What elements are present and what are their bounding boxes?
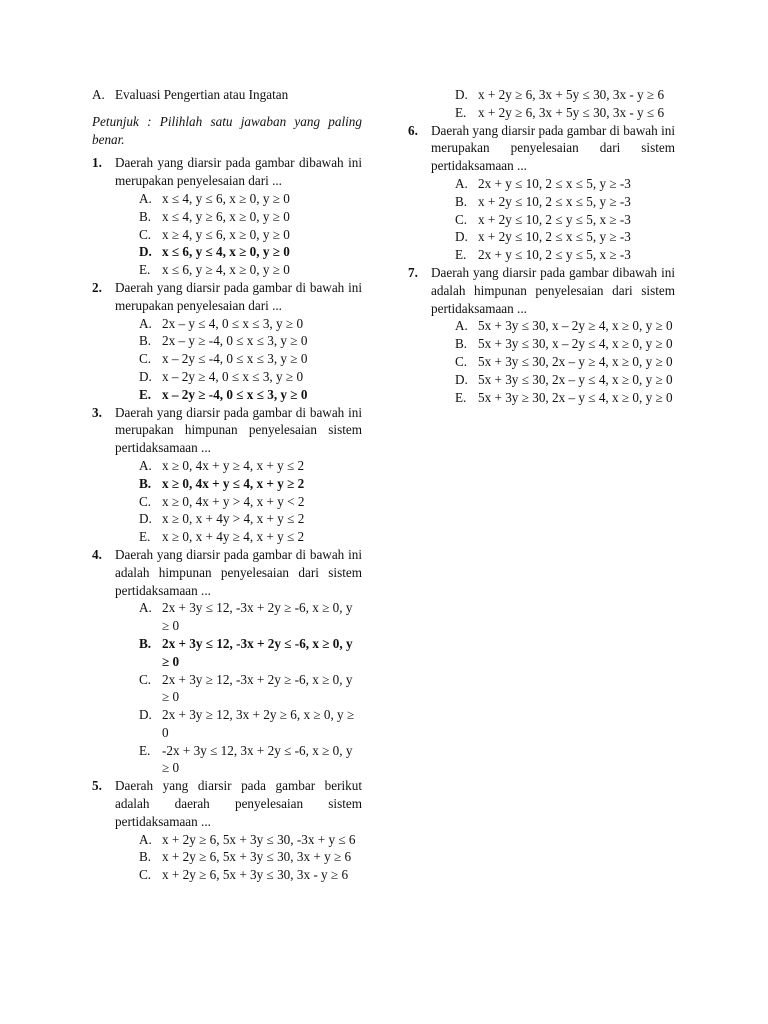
answer-option xyxy=(455,371,675,389)
answer-option xyxy=(139,528,362,546)
option-list xyxy=(139,457,362,546)
option-list xyxy=(455,317,675,406)
question-item xyxy=(92,777,362,884)
option-list xyxy=(139,190,362,279)
section-title: Evaluasi Pengertian atau Ingatan xyxy=(115,87,289,102)
option-text: 2x + 3y ≤ 12, -3x + 2y ≥ -6, x ≥ 0, y ≥ 0 xyxy=(162,600,353,634)
option-text: x + 2y ≤ 10, 2 ≤ x ≤ 5, y ≥ -3 xyxy=(478,229,631,245)
answer-option xyxy=(455,193,675,211)
option-text: 5x + 3y ≤ 30, 2x – y ≥ 4, x ≥ 0, y ≥ 0 xyxy=(478,353,673,369)
instruction-text: Petunjuk : Pilihlah satu jawaban yang paling benar. xyxy=(92,113,362,147)
answer-option xyxy=(139,848,362,866)
answer-option xyxy=(139,599,362,635)
answer-option xyxy=(139,243,362,261)
option-letter: D. xyxy=(139,707,152,723)
question-number: 3. xyxy=(92,404,102,420)
option-list xyxy=(139,315,362,404)
option-letter: B. xyxy=(139,333,152,349)
answer-option xyxy=(139,510,362,528)
answer-option xyxy=(139,831,362,849)
option-letter: E. xyxy=(455,247,467,263)
option-letter: C. xyxy=(139,226,152,242)
question-5-options-continued xyxy=(455,86,675,122)
option-letter: B. xyxy=(139,208,152,224)
option-text: 2x – y ≤ 4, 0 ≤ x ≤ 3, y ≥ 0 xyxy=(162,315,304,331)
answer-option xyxy=(455,246,675,264)
left-column xyxy=(92,86,362,884)
question-text: Daerah yang diarsir pada gambar dibawah ini merupakan penyelesaian dari ... xyxy=(115,155,362,189)
question-text: Daerah yang diarsir pada gambar di bawah ini adalah himpunan penyelesaian dari sistem pertidaksamaan ... xyxy=(115,546,362,598)
option-list xyxy=(455,175,675,264)
option-letter: A. xyxy=(139,457,152,473)
question-item xyxy=(408,122,675,264)
option-text: x + 2y ≥ 6, 5x + 3y ≤ 30, 3x + y ≥ 6 xyxy=(162,849,352,865)
question-text: Daerah yang diarsir pada gambar di bawah ini merupakan himpunan penyelesaian sistem pertidaksamaan ... xyxy=(115,404,362,456)
answer-option xyxy=(455,335,675,353)
option-letter: A. xyxy=(455,318,468,334)
option-letter: B. xyxy=(139,635,152,651)
option-letter: A. xyxy=(455,175,468,191)
option-letter: D. xyxy=(455,87,468,102)
option-text: x + 2y ≥ 6, 3x + 5y ≤ 30, 3x - y ≥ 6 xyxy=(478,87,665,102)
option-letter: E. xyxy=(139,529,151,545)
question-item xyxy=(408,264,675,406)
answer-option xyxy=(139,261,362,279)
option-text: x ≤ 4, y ≥ 6, x ≥ 0, y ≥ 0 xyxy=(162,208,290,224)
option-letter: E. xyxy=(455,104,467,120)
answer-option xyxy=(139,866,362,884)
option-text: -2x + 3y ≤ 12, 3x + 2y ≤ -6, x ≥ 0, y ≥ 0 xyxy=(162,742,353,776)
option-letter: A. xyxy=(139,600,152,616)
question-list-left xyxy=(92,154,362,884)
option-letter: C. xyxy=(139,493,152,509)
option-letter: C. xyxy=(455,211,468,227)
answer-option xyxy=(455,228,675,246)
answer-option xyxy=(139,457,362,475)
answer-option xyxy=(139,635,362,671)
option-letter: D. xyxy=(139,368,152,384)
question-item xyxy=(92,279,362,404)
answer-option xyxy=(455,175,675,193)
option-text: x ≥ 4, y ≤ 6, x ≥ 0, y ≥ 0 xyxy=(162,226,290,242)
option-text: 5x + 3y ≤ 30, 2x – y ≤ 4, x ≥ 0, y ≥ 0 xyxy=(478,371,673,387)
option-text: x + 2y ≥ 6, 5x + 3y ≤ 30, 3x - y ≥ 6 xyxy=(162,867,349,883)
section-letter: A. xyxy=(92,87,105,102)
question-number: 7. xyxy=(408,264,418,280)
option-letter: D. xyxy=(455,229,468,245)
option-letter: D. xyxy=(455,371,468,387)
answer-option xyxy=(455,104,675,122)
question-number: 1. xyxy=(92,155,102,171)
question-list-right xyxy=(408,122,675,407)
option-letter: C. xyxy=(455,353,468,369)
option-text: 2x + 3y ≤ 12, -3x + 2y ≤ -6, x ≥ 0, y ≥ 0 xyxy=(162,635,353,669)
option-text: 2x + y ≤ 10, 2 ≤ x ≤ 5, y ≥ -3 xyxy=(478,175,631,191)
question-body xyxy=(115,546,362,777)
question-item xyxy=(92,154,362,279)
option-letter: C. xyxy=(139,671,152,687)
question-text: Daerah yang diarsir pada gambar berikut adalah daerah penyelesaian sistem pertidaksamaan ... xyxy=(115,778,362,829)
option-text: x + 2y ≥ 6, 3x + 5y ≤ 30, 3x - y ≤ 6 xyxy=(478,104,665,120)
option-letter: B. xyxy=(455,193,468,209)
option-letter: D. xyxy=(139,511,152,527)
option-text: 5x + 3y ≤ 30, x – 2y ≥ 4, x ≥ 0, y ≥ 0 xyxy=(478,318,673,334)
question-body xyxy=(115,777,362,884)
option-letter: B. xyxy=(139,849,152,865)
option-text: x ≤ 6, y ≤ 4, x ≥ 0, y ≥ 0 xyxy=(162,244,290,260)
option-text: x ≤ 6, y ≥ 4, x ≥ 0, y ≥ 0 xyxy=(162,262,290,278)
option-letter: B. xyxy=(139,475,152,491)
question-body xyxy=(115,279,362,404)
option-letter: E. xyxy=(139,386,152,402)
answer-option xyxy=(455,86,675,104)
answer-option xyxy=(455,211,675,229)
answer-option xyxy=(139,742,362,778)
option-letter: E. xyxy=(455,389,467,405)
option-text: 2x + 3y ≥ 12, 3x + 2y ≥ 6, x ≥ 0, y ≥ 0 xyxy=(162,707,355,740)
option-letter: A. xyxy=(139,831,152,847)
answer-option xyxy=(139,493,362,511)
option-text: 2x + y ≤ 10, 2 ≤ y ≤ 5, x ≥ -3 xyxy=(478,247,631,263)
option-list xyxy=(139,831,362,884)
question-text: Daerah yang diarsir pada gambar di bawah ini merupakan penyelesaian dari ... xyxy=(115,279,362,313)
answer-option xyxy=(139,332,362,350)
option-list xyxy=(139,599,362,777)
option-text: x ≥ 0, x + 4y > 4, x + y ≤ 2 xyxy=(162,511,305,527)
question-body xyxy=(115,154,362,279)
option-letter: E. xyxy=(139,262,151,278)
question-number: 5. xyxy=(92,778,102,794)
answer-option xyxy=(139,671,362,707)
answer-option xyxy=(139,475,362,493)
option-letter: B. xyxy=(455,336,468,352)
option-text: x ≥ 0, 4x + y > 4, x + y < 2 xyxy=(162,493,305,509)
option-text: x + 2y ≤ 10, 2 ≤ x ≤ 5, y ≥ -3 xyxy=(478,193,631,209)
answer-option xyxy=(139,190,362,208)
option-text: x – 2y ≤ -4, 0 ≤ x ≤ 3, y ≥ 0 xyxy=(162,351,308,367)
right-column xyxy=(408,86,675,406)
question-number: 6. xyxy=(408,122,418,138)
question-body xyxy=(115,404,362,546)
option-text: 2x + 3y ≥ 12, -3x + 2y ≥ -6, x ≥ 0, y ≥ 0 xyxy=(162,671,353,705)
option-text: 5x + 3y ≥ 30, 2x – y ≤ 4, x ≥ 0, y ≥ 0 xyxy=(478,389,673,405)
option-letter: A. xyxy=(139,190,152,206)
question-body xyxy=(431,264,675,406)
option-letter: D. xyxy=(139,244,152,260)
option-text: x – 2y ≥ -4, 0 ≤ x ≤ 3, y ≥ 0 xyxy=(162,386,308,402)
answer-option xyxy=(139,208,362,226)
question-number: 4. xyxy=(92,546,102,562)
option-text: 5x + 3y ≤ 30, x – 2y ≤ 4, x ≥ 0, y ≥ 0 xyxy=(478,336,673,352)
option-text: x – 2y ≥ 4, 0 ≤ x ≤ 3, y ≥ 0 xyxy=(162,368,304,384)
answer-option xyxy=(139,706,362,742)
question-number: 2. xyxy=(92,279,102,295)
answer-option xyxy=(139,350,362,368)
option-letter: C. xyxy=(139,867,152,883)
option-letter: A. xyxy=(139,315,152,331)
option-text: x ≤ 4, y ≤ 6, x ≥ 0, y ≥ 0 xyxy=(162,190,290,206)
option-letter: C. xyxy=(139,351,152,367)
answer-option xyxy=(455,317,675,335)
option-text: x ≥ 0, 4x + y ≥ 4, x + y ≤ 2 xyxy=(162,457,305,473)
option-text: x + 2y ≤ 10, 2 ≤ y ≤ 5, x ≥ -3 xyxy=(478,211,631,227)
answer-option xyxy=(455,353,675,371)
answer-option xyxy=(139,368,362,386)
answer-option xyxy=(139,315,362,333)
option-text: x ≥ 0, x + 4y ≥ 4, x + y ≤ 2 xyxy=(162,529,305,545)
question-text: Daerah yang diarsir pada gambar dibawah ini adalah himpunan penyelesaian dari sistem pertidaksamaan ... xyxy=(431,264,675,316)
question-body xyxy=(431,122,675,264)
option-text: x + 2y ≥ 6, 5x + 3y ≤ 30, -3x + y ≤ 6 xyxy=(162,831,356,847)
option-text: 2x – y ≥ -4, 0 ≤ x ≤ 3, y ≥ 0 xyxy=(162,333,308,349)
section-heading xyxy=(92,86,362,104)
option-text: x ≥ 0, 4x + y ≤ 4, x + y ≥ 2 xyxy=(162,475,305,491)
option-letter: E. xyxy=(139,742,151,758)
question-item xyxy=(92,404,362,546)
answer-option xyxy=(139,386,362,404)
answer-option xyxy=(139,226,362,244)
question-item xyxy=(92,546,362,777)
answer-option xyxy=(455,389,675,407)
question-text: Daerah yang diarsir pada gambar di bawah ini merupakan penyelesaian dari sistem pertidaksamaan ... xyxy=(431,122,675,174)
